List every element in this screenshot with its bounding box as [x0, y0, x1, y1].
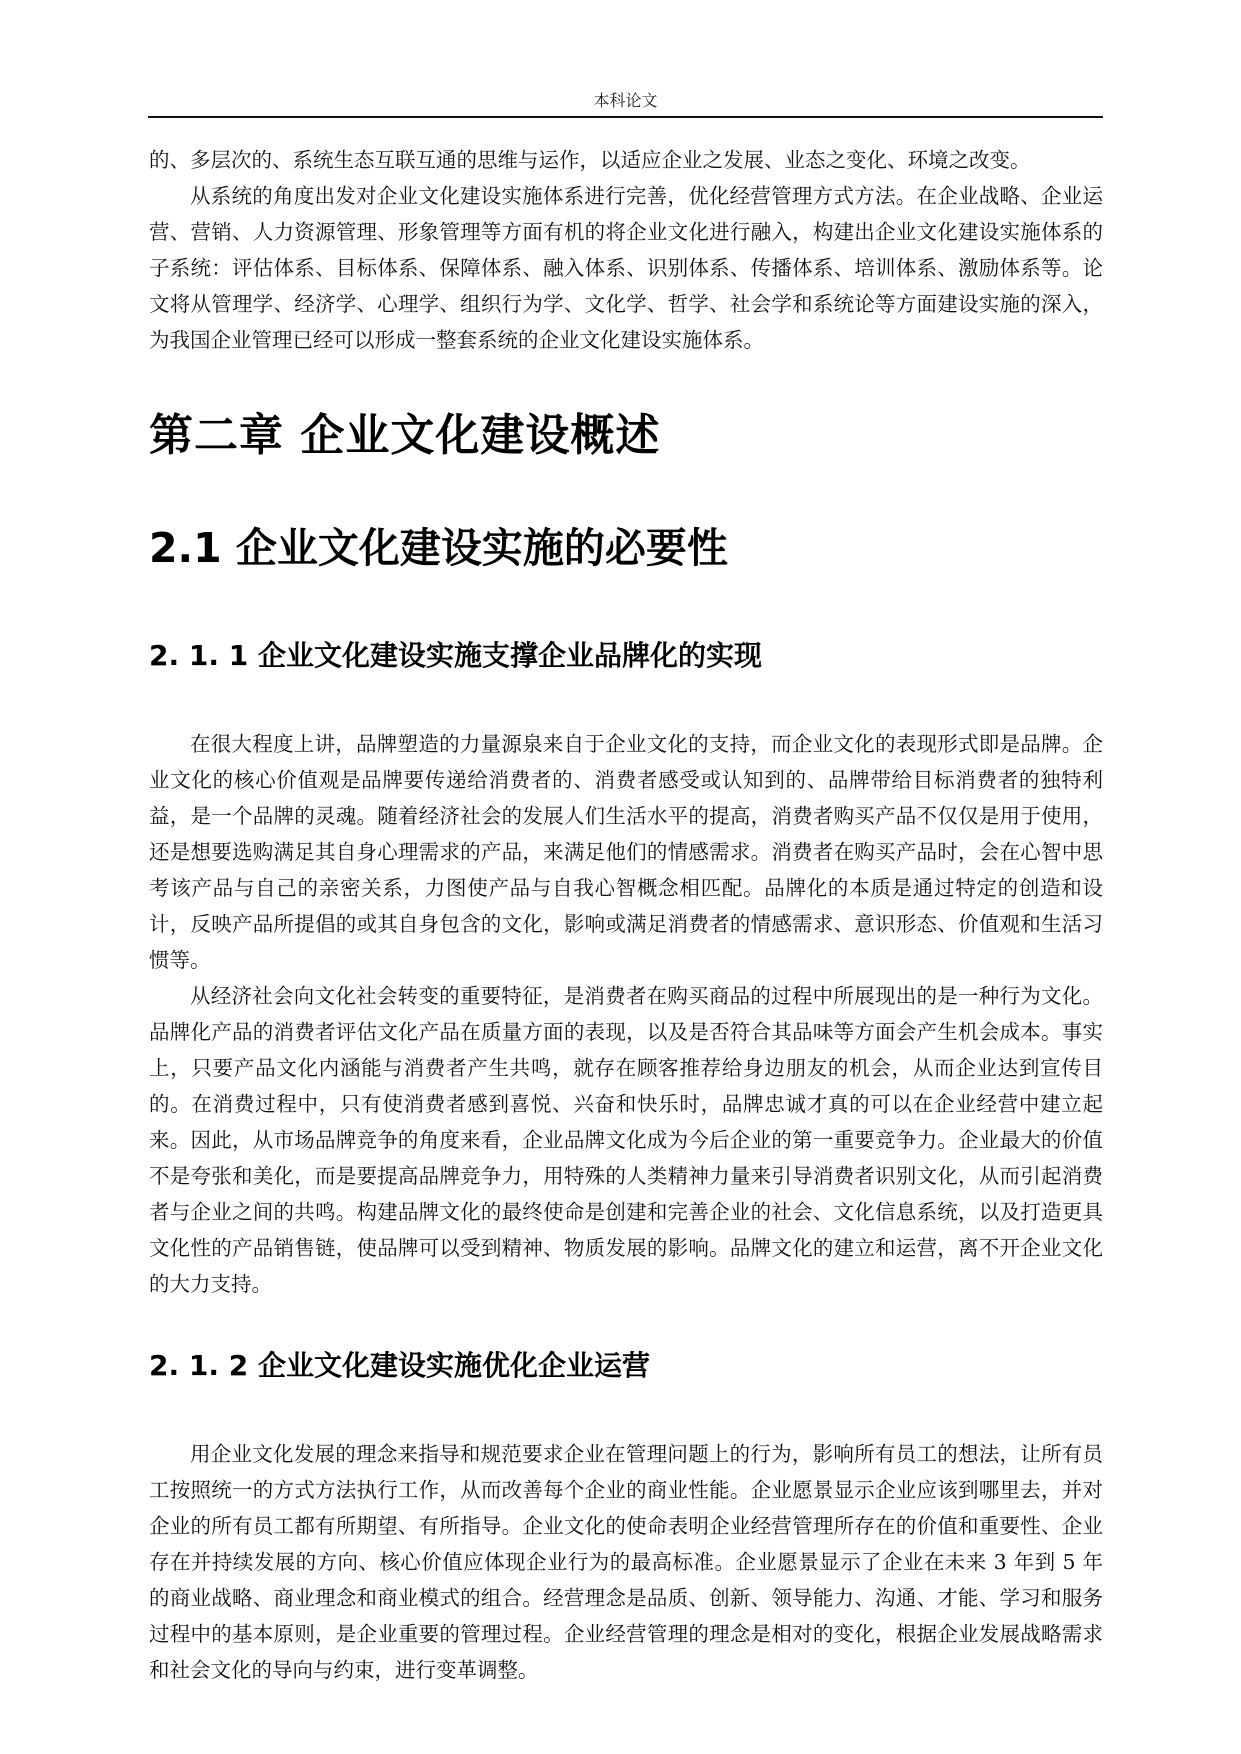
page-body [149, 142, 1103, 1688]
paragraph-brand-2: 从经济社会向文化社会转变的重要特征，是消费者在购买商品的过程中所展现出的是一种行为文化。品牌化产品的消费者评估文化产品在质量方面的表现，以及是否符合其品味等方面会产生机会成本。事实上，只要产品文化内涵能与消费者产生共鸣，就存在顾客推荐给身边朋友的机会，从而企业达到宣传目的。在消费过程中，只有使消费者感到喜悦、兴奋和快乐时，品牌忠诚才真的可以在企业经营中建立起来。因此，从市场品牌竞争的角度来看，企业品牌文化成为今后企业的第一重要竞争力。企业最大的价值不是夸张和美化，而是要提高品牌竞争力，用特殊的人类精神力量来引导消费者识别文化，从而引起消费者与企业之间的共鸣。构建品牌文化的最终使命是创建和完善企业的社会、文化信息系统，以及打造更具文化性的产品销售链，使品牌可以受到精神、物质发展的影响。品牌文化的建立和运营，离不开企业文化的大力支持。 [149, 984, 1103, 1296]
paragraph-operation-1: 用企业文化发展的理念来指导和规范要求企业在管理问题上的行为，影响所有员工的想法，让所有员工按照统一的方式方法执行工作，从而改善每个企业的商业性能。企业愿景显示企业应该到哪里去，并对企业的所有员工都有所期望、有所指导。企业文化的使命表明企业经营管理所存在的价值和重要性、企业存在并持续发展的方向、核心价值应体现企业行为的最高标准。企业愿景显示了企业在未来 3 年到 5 年的商业战略、商业理念和商业模式的组合。经营理念是品质、创新、领导能力、沟通、才能、学习和服务过程中的基本原则，是企业重要的管理过程。企业经营管理的理念是相对的变化，根据企业发展战略需求和社会文化的导向与约束，进行变革调整。 [149, 1442, 1103, 1682]
subsection-title-1: 2. 1. 1 企业文化建设实施支撑企业品牌化的实现 [149, 639, 762, 672]
section-title: 2.1 企业文化建设实施的必要性 [149, 524, 728, 572]
paragraph-system: 从系统的角度出发对企业文化建设实施体系进行完善，优化经营管理方式方法。在企业战略、企业运营、营销、人力资源管理、形象管理等方面有机的将企业文化进行融入，构建出企业文化建设实施体系的子系统：评估体系、目标体系、保障体系、融入体系、识别体系、传播体系、培训体系、激励体系等。论文将从管理学、经济学、心理学、组织行为学、文化学、哲学、社会学和系统论等方面建设实施的深入，为我国企业管理已经可以形成一整套系统的企业文化建设实施体系。 [149, 184, 1103, 352]
paragraph-continued: 的、多层次的、系统生态互联互通的思维与运作，以适应企业之发展、业态之变化、环境之改变。 [149, 148, 1031, 172]
subsection-title-2: 2. 1. 2 企业文化建设实施优化企业运营 [149, 1349, 650, 1382]
chapter-title: 第二章 企业文化建设概述 [149, 410, 661, 461]
header-rule [148, 116, 1103, 118]
paragraph-brand-1: 在很大程度上讲，品牌塑造的力量源泉来自于企业文化的支持，而企业文化的表现形式即是品牌。企业文化的核心价值观是品牌要传递给消费者的、消费者感受或认知到的、品牌带给目标消费者的独特利益，是一个品牌的灵魂。随着经济社会的发展人们生活水平的提高，消费者购买产品不仅仅是用于使用，还是想要选购满足其自身心理需求的产品，来满足他们的情感需求。消费者在购买产品时，会在心智中思考该产品与自己的亲密关系，力图使产品与自我心智概念相匹配。品牌化的本质是通过特定的创造和设计，反映产品所提倡的或其自身包含的文化，影响或满足消费者的情感需求、意识形态、价值观和生活习惯等。 [149, 732, 1103, 972]
running-header: 本科论文 [593, 91, 658, 110]
